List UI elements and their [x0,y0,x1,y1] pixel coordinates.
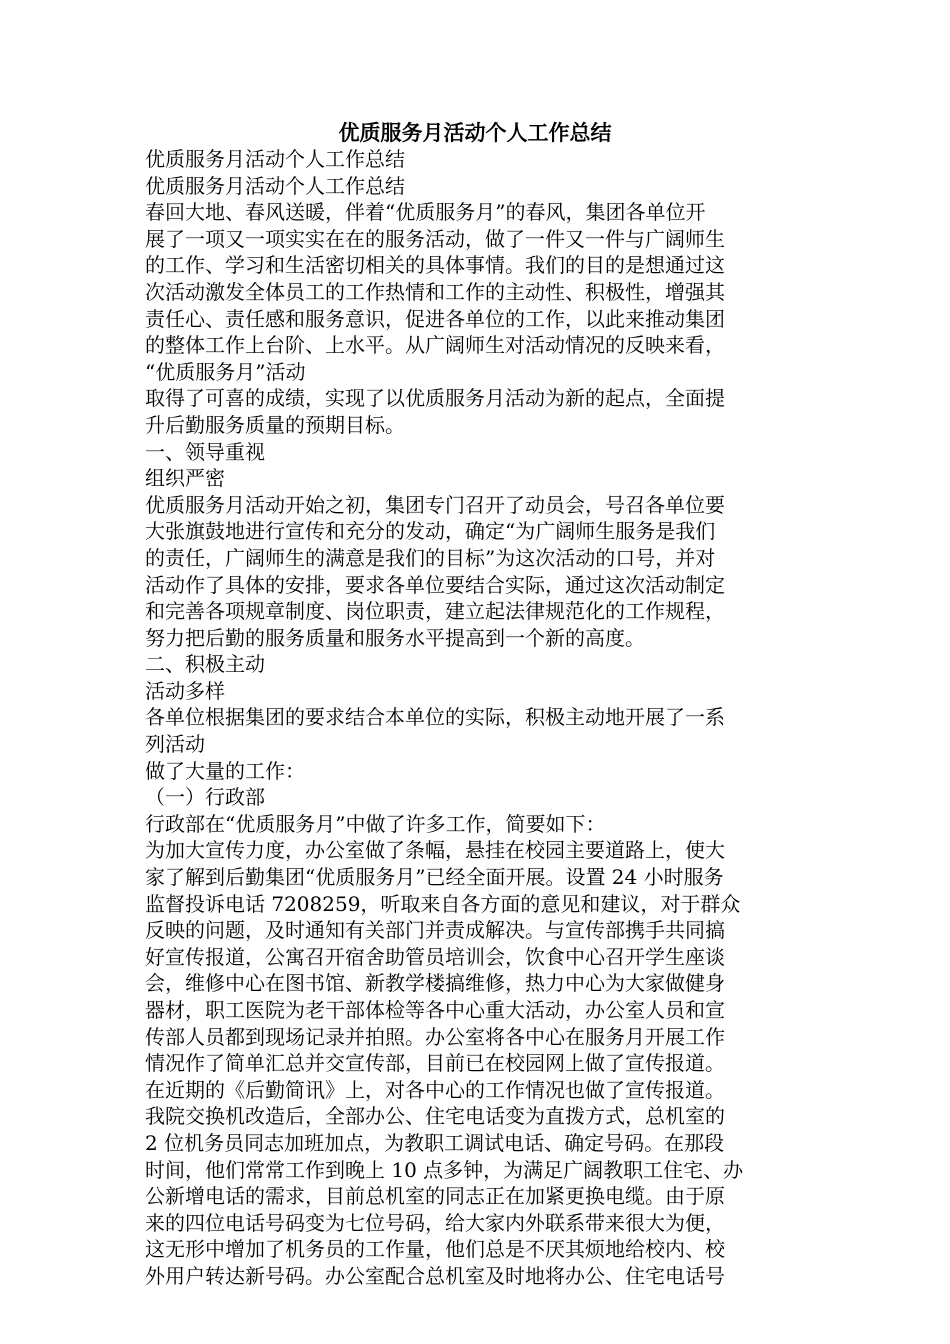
document-line: 活动多样 [145,678,225,703]
document-line: 优质服务月活动个人工作总结 [145,173,405,198]
document-line: 时间，他们常常工作到晚上 10 点多钟，为满足广阔教职工住宅、办 [145,1157,744,1182]
document-line: 行政部在“优质服务月”中做了许多工作，简要如下： [145,811,606,836]
document-line: （一）行政部 [145,785,265,810]
document-line: 好宣传报道，公寓召开宿舍助管员培训会，饮食中心召开学生座谈 [145,944,725,969]
document-line: 努力把后勤的服务质量和服务水平提高到一个新的高度。 [145,625,645,650]
document-line: 次活动激发全体员工的工作热情和工作的主动性、积极性，增强其 [145,279,725,304]
document-body [145,146,813,1290]
document-line: 一、领导重视 [145,439,265,464]
document-line: 活动作了具体的安排，要求各单位要结合实际，通过这次活动制定 [145,572,725,597]
document-line: 为加大宣传力度，办公室做了条幅，悬挂在校园主要道路上，使大 [145,838,725,863]
document-line: “优质服务月”活动 [145,359,306,384]
document-line: 的责任，广阔师生的满意是我们的目标”为这次活动的口号，并对 [145,545,716,570]
document-line: 反映的问题，及时通知有关部门并责成解决。与宣传部携手共同搞 [145,918,725,943]
document-line: 的整体工作上台阶、上水平。从广阔师生对活动情况的反映来看， [145,333,725,358]
document-line: 优质服务月活动个人工作总结 [145,147,405,171]
document-line: 大张旗鼓地进行宣传和充分的发动，确定“为广阔师生服务是我们 [145,519,716,544]
document-line: 升后勤服务质量的预期目标。 [145,412,405,437]
document-line: 2 位机务员同志加班加点，为教职工调试电话、确定号码。在那段 [145,1130,725,1155]
document-line: 各单位根据集团的要求结合本单位的实际，积极主动地开展了一系 [145,705,725,730]
document-line: 情况作了简单汇总并交宣传部，目前已在校园网上做了宣传报道。 [145,1051,725,1076]
document-line: 和完善各项规章制度、岗位职责，建立起法律规范化的工作规程， [145,599,725,624]
document-line: 来的四位电话号码变为七位号码，给大家内外联系带来很大为便， [145,1210,725,1235]
document-line: 组织严密 [145,466,225,491]
document-line: 监督投诉电话 7208259，听取来自各方面的意见和建议，对于群众 [145,891,741,916]
document-line: 外用户转达新号码。办公室配合总机室及时地将办公、住宅电话号 [145,1263,725,1288]
document-line: 我院交换机改造后，全部办公、住宅电话变为直拨方式，总机室的 [145,1104,725,1129]
document-line: 取得了可喜的成绩，实现了以优质服务月活动为新的起点，全面提 [145,386,725,411]
document-line: 列活动 [145,732,205,757]
document-line: 二、积极主动 [145,652,265,677]
document-line: 优质服务月活动开始之初，集团专门召开了动员会，号召各单位要 [145,492,725,517]
document-line: 的工作、学习和生活密切相关的具体事情。我们的目的是想通过这 [145,253,725,278]
document-line: 会，维修中心在图书馆、新教学楼搞维修，热力中心为大家做健身 [145,971,725,996]
document-line: 做了大量的工作： [145,758,305,783]
document-line: 器材，职工医院为老干部体检等各中心重大活动，办公室人员和宣 [145,998,725,1022]
document-line: 展了一项又一项实实在在的服务活动，做了一件又一件与广阔师生 [145,226,725,251]
document-line: 在近期的《后勤简讯》上，对各中心的工作情况也做了宣传报道。 [145,1077,725,1102]
document-line: 春回大地、春风送暖，伴着“优质服务月”的春风，集团各单位开 [145,200,706,225]
document-line: 公新增电话的需求，目前总机室的同志正在加紧更换电缆。由于原 [145,1184,725,1209]
document-line: 这无形中增加了机务员的工作量，他们总是不厌其烦地给校内、校 [145,1237,725,1262]
document-line: 传部人员都到现场记录并拍照。办公室将各中心在服务月开展工作 [145,1024,725,1049]
document-line: 家了解到后勤集团“优质服务月”已经全面开展。设置 24 小时服务 [145,865,724,890]
document-title: 优质服务月活动个人工作总结 [338,121,612,145]
document-line: 责任心、责任感和服务意识，促进各单位的工作，以此来推动集团 [145,306,725,331]
